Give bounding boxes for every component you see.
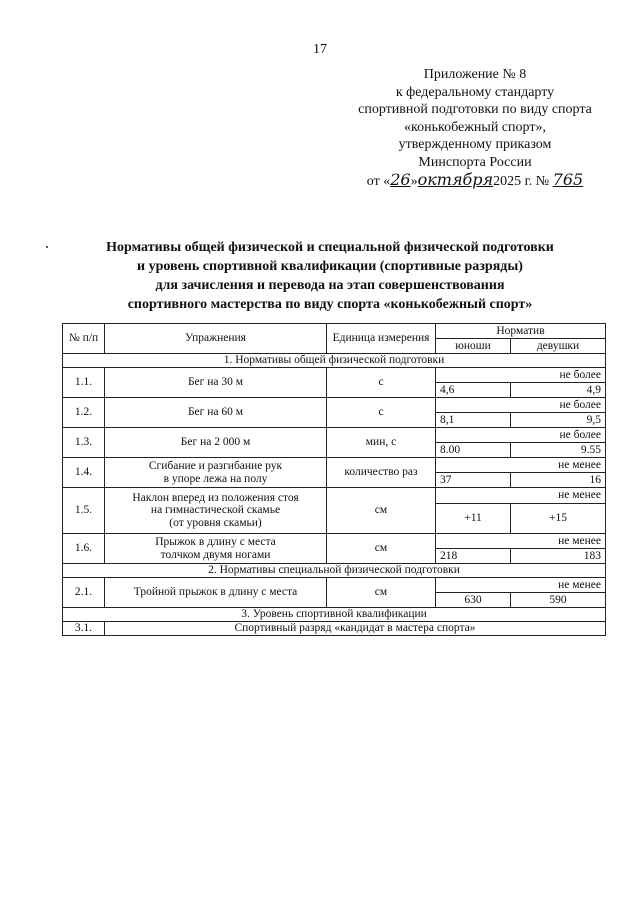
- boys-value: 4,6: [436, 383, 511, 398]
- girls-value: 9.55: [511, 443, 606, 458]
- norm-condition: не менее: [436, 488, 606, 504]
- header-girls: девушки: [511, 339, 606, 354]
- appendix-line: утвержденному приказом: [398, 137, 552, 152]
- unit: с: [327, 398, 436, 428]
- header-unit: Единица измерения: [327, 324, 436, 354]
- unit: с: [327, 368, 436, 398]
- exercise: Бег на 60 м: [105, 398, 327, 428]
- header-boys: юноши: [436, 339, 511, 354]
- document-title: Нормативы общей физической и специальной физической подготовки и уровень спортивной квалификации (спортивные разряды) для зачисления и перевода на этап совершенствования спортивного мастерства по виду спорта «конькобежный спорт»: [106, 240, 554, 312]
- girls-value: 16: [511, 473, 606, 488]
- boys-value: 8.00: [436, 443, 511, 458]
- exercise: Прыжок в длину с места толчком двумя ногами: [105, 534, 327, 564]
- norm-condition: не менее: [436, 534, 606, 549]
- header-norm: Норматив: [436, 324, 606, 339]
- boys-value: 218: [436, 549, 511, 564]
- order-number: 765: [552, 170, 584, 189]
- boys-value: 8,1: [436, 413, 511, 428]
- unit: см: [327, 578, 436, 608]
- row-number: 1.1.: [63, 368, 105, 398]
- section-title: 2. Нормативы специальной физической подготовки: [63, 564, 606, 578]
- header-exercises: Упражнения: [105, 324, 327, 354]
- unit: мин, с: [327, 428, 436, 458]
- row-number: 1.4.: [63, 458, 105, 488]
- appendix-title: Приложение № 8: [423, 67, 527, 82]
- row-number: 3.1.: [63, 622, 105, 636]
- norm-condition: не более: [436, 428, 606, 443]
- section-title: 1. Нормативы общей физической подготовки: [63, 354, 606, 368]
- unit: см: [327, 534, 436, 564]
- qualification: Спортивный разряд «кандидат в мастера спорта»: [105, 622, 606, 636]
- row-number: 1.6.: [63, 534, 105, 564]
- row-number: 1.3.: [63, 428, 105, 458]
- section-title: 3. Уровень спортивной квалификации: [63, 608, 606, 622]
- exercise: Бег на 30 м: [105, 368, 327, 398]
- exercise: Тройной прыжок в длину с места: [105, 578, 327, 608]
- boys-value: +11: [436, 504, 511, 534]
- appendix-line: Минспорта России: [418, 154, 532, 170]
- girls-value: 590: [511, 593, 606, 608]
- girls-value: 4,9: [511, 383, 606, 398]
- norm-condition: не менее: [436, 458, 606, 473]
- page-number: 17: [313, 42, 327, 57]
- exercise: Бег на 2 000 м: [105, 428, 327, 458]
- header-number: № п/п: [63, 324, 105, 354]
- standards-table: [62, 323, 606, 636]
- row-number: 1.2.: [63, 398, 105, 428]
- boys-value: 37: [436, 473, 511, 488]
- appendix-line: спортивной подготовки по виду спорта: [358, 102, 592, 117]
- norm-condition: не более: [436, 368, 606, 383]
- unit: см: [327, 488, 436, 534]
- unit: количество раз: [327, 458, 436, 488]
- order-date-line: от «26»октября2025 г. № 765: [366, 170, 584, 189]
- norm-condition: не менее: [436, 578, 606, 593]
- exercise: Сгибание и разгибание рук в упоре лежа на полу: [105, 458, 327, 488]
- order-month: октября: [417, 170, 494, 189]
- girls-value: 9,5: [511, 413, 606, 428]
- row-number: 1.5.: [63, 488, 105, 534]
- appendix-line: «конькобежный спорт»,: [404, 119, 546, 135]
- appendix-header: [330, 66, 620, 191]
- boys-value: 630: [436, 593, 511, 608]
- row-number: 2.1.: [63, 578, 105, 608]
- appendix-line: к федеральному стандарту: [395, 84, 555, 100]
- norm-condition: не более: [436, 398, 606, 413]
- exercise: Наклон вперед из положения стоя на гимнастической скамье (от уровня скамьи): [105, 488, 327, 534]
- girls-value: +15: [511, 504, 606, 534]
- girls-value: 183: [511, 549, 606, 564]
- order-day: 26: [390, 170, 411, 189]
